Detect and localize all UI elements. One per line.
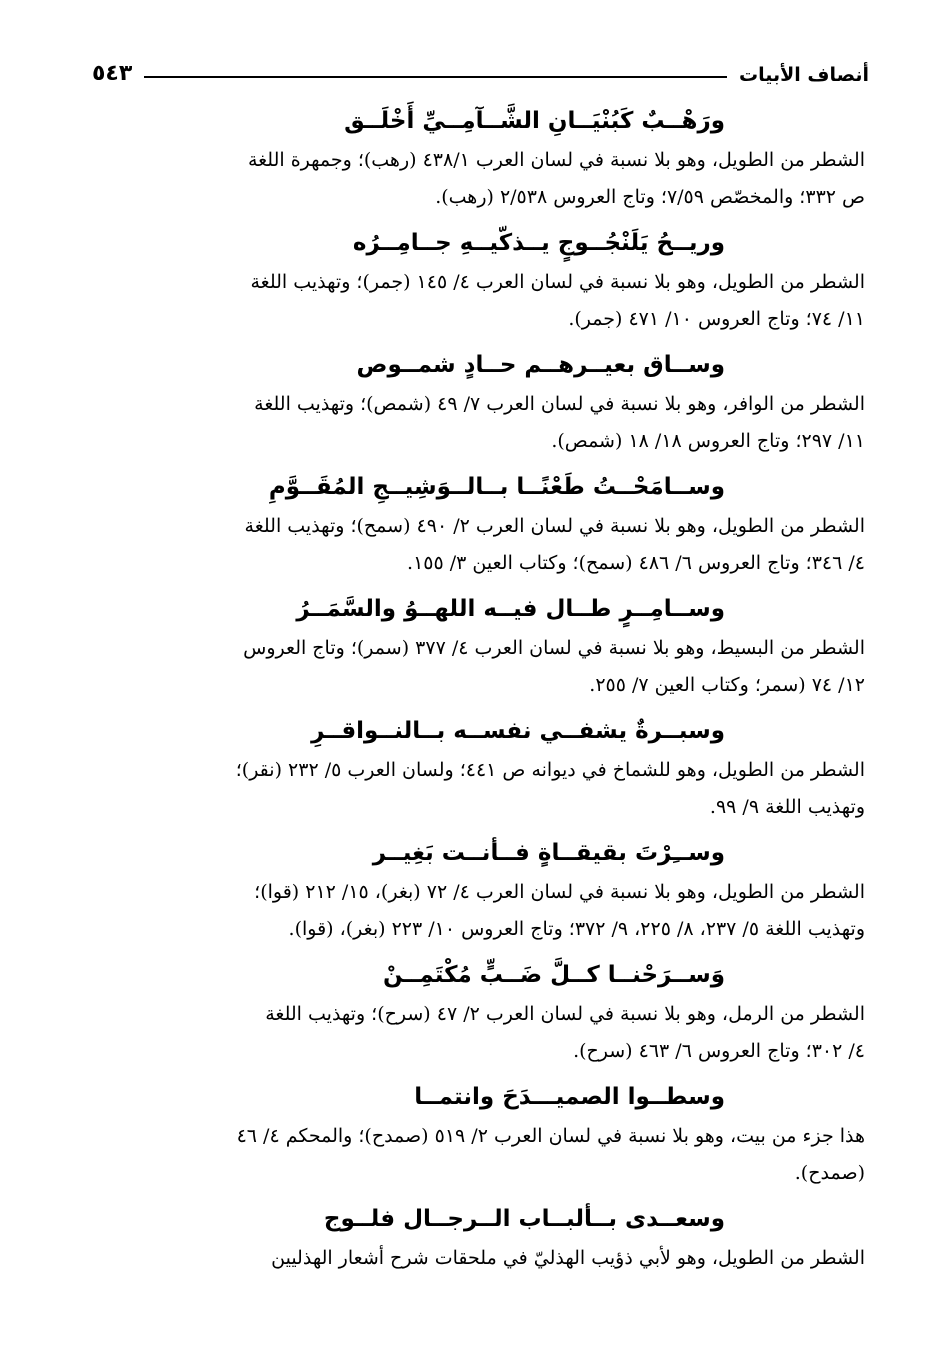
half-verse: وسعــدى بــألبــاب الــرجــال فلــوج [323, 1206, 725, 1232]
verse-entry [78, 466, 865, 588]
entries-list [78, 100, 865, 1283]
half-verse: وســامَحْــتُ طَعْنًــا بــالــوَشِيــجِ المُقَــوَّمِ [268, 474, 725, 500]
verse-annotation [78, 264, 865, 338]
half-verse: وريــحُ يَلَنْجُــوجٍ يــذكّيــهِ جــامِــرُه [352, 230, 725, 256]
verse-entry [78, 344, 865, 466]
annotation-line: ٤/ ٣٤٦؛ وتاج العروس ٦/ ٤٨٦ (سمح)؛ وكتاب العين ٣/ ١٥٥. [407, 552, 865, 574]
verse-entry [78, 710, 865, 832]
verse-entry [78, 1076, 865, 1198]
annotation-line: الشطر من الوافر، وهو بلا نسبة في لسان العرب ٧/ ٤٩ (شمص)؛ وتهذيب اللغة [254, 393, 865, 415]
annotation-line: الشطر من الطويل، وهو للشماخ في ديوانه ص ٤٤١؛ ولسان العرب ٥/ ٢٣٢ (نقر)؛ [235, 759, 865, 781]
verse-annotation [78, 508, 865, 582]
half-verse: وسطــوا الصميـــدَحَ وانتمــا [414, 1084, 725, 1110]
verse-entry [78, 588, 865, 710]
half-verse: وَســرَحْنــا كــلَّ ضَــبٍّ مُكْتَمِــنْ [382, 962, 725, 988]
verse-annotation [78, 1118, 865, 1192]
verse-entry [78, 100, 865, 222]
verse-annotation [78, 752, 865, 826]
annotation-line: الشطر من الطويل، وهو لأبي ذؤيب الهذليّ في ملحقات شرح أشعار الهذليين [271, 1247, 865, 1269]
half-verse: ورَهْــبٌ كَبُنْيَــانِ الشَّــآمِــيِّ أَخْلَــق [344, 108, 725, 134]
annotation-line: ١١/ ٧٤؛ وتاج العروس ١٠/ ٤٧١ (جمر). [568, 308, 865, 330]
annotation-line: الشطر من الطويل، وهو بلا نسبة في لسان العرب ٤/ ١٤٥ (جمر)؛ وتهذيب اللغة [250, 271, 865, 293]
half-verse: وسبــرةٌ يشفــي نفســه بــالنــواقــرِ [311, 718, 725, 744]
half-verse: وســامِــرٍ طــال فيــه اللهــوُ والسَّمَــرُ [296, 596, 725, 622]
verse-annotation [78, 1240, 865, 1277]
annotation-line: الشطر من الطويل، وهو بلا نسبة في لسان العرب ٢/ ٤٩٠ (سمح)؛ وتهذيب اللغة [244, 515, 865, 537]
annotation-line: وتهذيب اللغة ٩/ ٩٩. [709, 796, 865, 818]
annotation-line: هذا جزء من بيت، وهو بلا نسبة في لسان العرب ٢/ ٥١٩ (صمدح)؛ والمحكم ٤/ ٤٦ [236, 1125, 865, 1147]
page-number: ٥٤٣ [92, 61, 133, 86]
annotation-line: الشطر من الطويل، وهو بلا نسبة في لسان العرب ٤٣٨/١ (رهب)؛ وجمهرة اللغة [247, 149, 865, 171]
verse-annotation [78, 874, 865, 948]
half-verse: وســاق بعيــرهــم حــادٍ شمــوص [356, 352, 725, 378]
verse-entry [78, 1198, 865, 1283]
running-title: أنصاف الأبيات [739, 64, 869, 86]
annotation-line: ١٢/ ٧٤ (سمر؛ وكتاب العين ٧/ ٢٥٥. [589, 674, 865, 696]
annotation-line: الشطر من الطويل، وهو بلا نسبة في لسان العرب ٤/ ٧٢ (بغر)، ١٥/ ٢١٢ (قوا)؛ [254, 881, 865, 903]
entry-spacer [78, 1277, 865, 1283]
verse-annotation [78, 386, 865, 460]
annotation-line: ٤/ ٣٠٢؛ وتاج العروس ٦/ ٤٦٣ (سرح). [573, 1040, 865, 1062]
verse-entry [78, 954, 865, 1076]
annotation-line: الشطر من الرمل، وهو بلا نسبة في لسان العرب ٢/ ٤٧ (سرح)؛ وتهذيب اللغة [265, 1003, 865, 1025]
half-verse: وســِرْتَ بقيقــاةٍ فــأنــت بَغِيــر [372, 840, 725, 866]
annotation-line: ص ٣٣٢؛ والمخصّص ٧/٥٩؛ وتاج العروس ٢/٥٣٨ (رهب). [435, 186, 865, 208]
verse-annotation [78, 630, 865, 704]
verse-entry [78, 222, 865, 344]
annotation-line: الشطر من البسيط، وهو بلا نسبة في لسان العرب ٤/ ٣٧٧ (سمر)؛ وتاج العروس [243, 637, 865, 659]
verse-annotation [78, 996, 865, 1070]
annotation-line: (صمدح). [794, 1162, 865, 1184]
verse-annotation [78, 142, 865, 216]
annotation-line: وتهذيب اللغة ٥/ ٢٣٧، ٨/ ٢٢٥، ٩/ ٣٧٢؛ وتاج العروس ١٠/ ٢٢٣ (بغر)، (قوا). [288, 918, 865, 940]
header-rule [144, 76, 727, 78]
page-header [92, 50, 869, 86]
annotation-line: ١١/ ٢٩٧؛ وتاج العروس ١٨/ ١٨ (شمص). [551, 430, 865, 452]
verse-entry [78, 832, 865, 954]
